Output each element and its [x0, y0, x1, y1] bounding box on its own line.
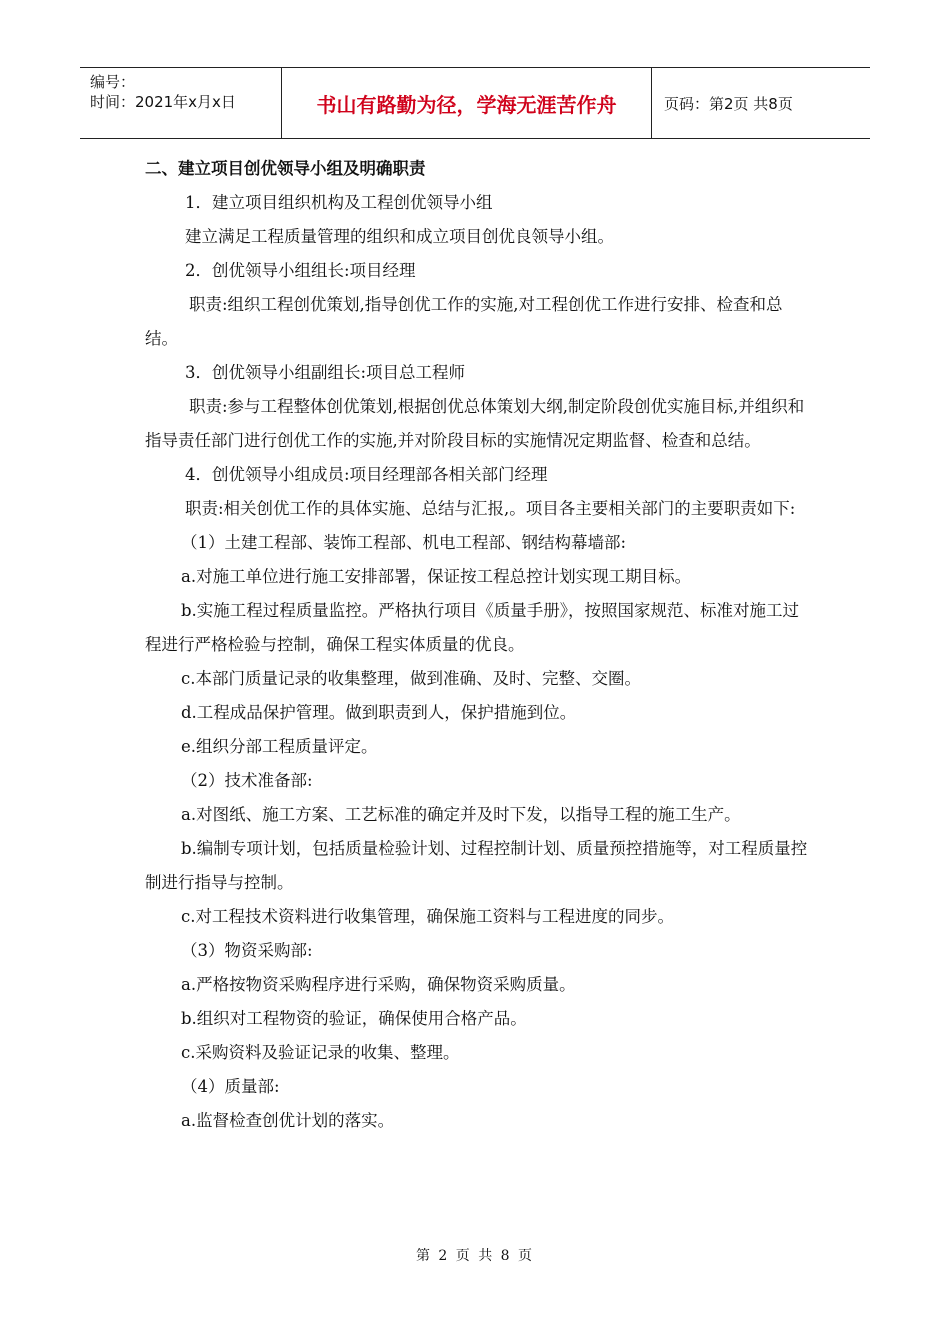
paragraph: 职责:参与工程整体创优策划,根据创优总体策划大纲,制定阶段创优实施目标,并组织和指导责任部门进行创优工作的实施,并对阶段目标的实施情况定期监督、检查和总结。: [145, 397, 805, 450]
paragraph: （3）物资采购部:: [181, 941, 313, 960]
paragraph: b.组织对工程物资的验证，确保使用合格产品。: [181, 1009, 527, 1028]
doc-date-label: 时间：2021年x月x日: [90, 93, 236, 111]
paragraph: a.对图纸、施工方案、工艺标准的确定并及时下发，以指导工程的施工生产。: [181, 805, 741, 824]
paragraph: c.本部门质量记录的收集整理，做到准确、及时、完整、交圈。: [181, 669, 641, 688]
paragraph: （4）质量部:: [181, 1077, 280, 1096]
paragraph: 3．创优领导小组副组长:项目总工程师: [185, 363, 466, 382]
doc-number-label: 编号：: [90, 73, 136, 91]
header-table: [80, 67, 870, 139]
paragraph: a.监督检查创优计划的落实。: [181, 1111, 395, 1130]
document-body: [145, 152, 810, 1138]
paragraph: （2）技术准备部:: [181, 771, 313, 790]
paragraph: 2．创优领导小组组长:项目经理: [185, 261, 416, 280]
header-motto: 书山有路勤为径，学海无涯苦作舟: [282, 68, 652, 138]
paragraph: 职责:相关创优工作的具体实施、总结与汇报,。项目各主要相关部门的主要职责如下:: [185, 499, 796, 518]
section-title: 二、建立项目创优领导小组及明确职责: [145, 159, 426, 178]
paragraph: 1．建立项目组织机构及工程创优领导小组: [185, 193, 493, 212]
paragraph: b.编制专项计划，包括质量检验计划、过程控制计划、质量预控措施等，对工程质量控制进行指导与控制。: [145, 839, 808, 892]
paragraph: （1）土建工程部、装饰工程部、机电工程部、钢结构幕墙部:: [181, 533, 627, 552]
header-page-info: 页码：第2页 共8页: [664, 94, 793, 113]
paragraph: c.对工程技术资料进行收集管理，确保施工资料与工程进度的同步。: [181, 907, 674, 926]
paragraph: a.严格按物资采购程序进行采购，确保物资采购质量。: [181, 975, 576, 994]
paragraph: a.对施工单位进行施工安排部署，保证按工程总控计划实现工期目标。: [181, 567, 692, 586]
paragraph: b.实施工程过程质量监控。严格执行项目《质量手册》，按照国家规范、标准对施工过程进行严格检验与控制，确保工程实体质量的优良。: [145, 601, 800, 654]
paragraph: c.采购资料及验证记录的收集、整理。: [181, 1043, 460, 1062]
paragraph: d.工程成品保护管理。做到职责到人，保护措施到位。: [181, 703, 577, 722]
page-footer: 第 2 页 共 8 页: [415, 1248, 535, 1264]
paragraph: 建立满足工程质量管理的组织和成立项目创优良领导小组。: [185, 227, 614, 246]
paragraph: 职责:组织工程创优策划,指导创优工作的实施,对工程创优工作进行安排、检查和总结。: [145, 295, 783, 348]
header-meta-cell: [80, 68, 282, 138]
paragraph: e.组织分部工程质量评定。: [181, 737, 378, 756]
paragraph: 4．创优领导小组成员:项目经理部各相关部门经理: [185, 465, 548, 484]
